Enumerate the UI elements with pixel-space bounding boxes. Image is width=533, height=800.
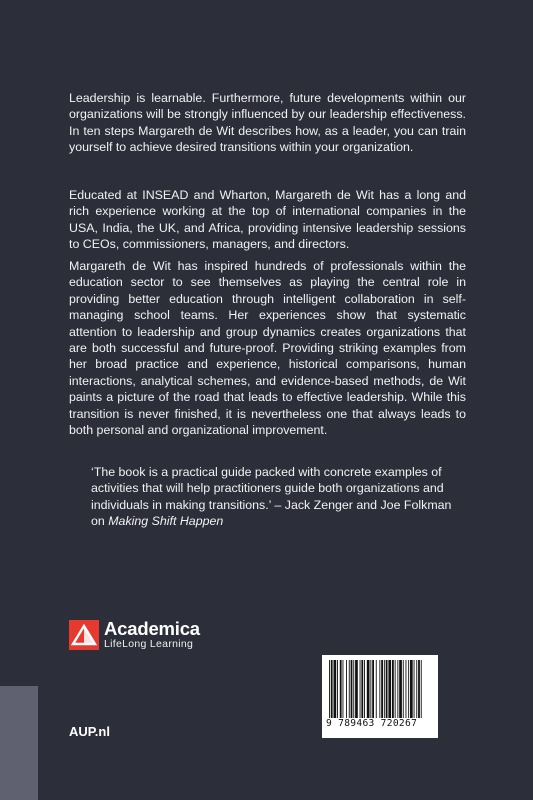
barcode-bar bbox=[353, 660, 354, 718]
barcode-bar bbox=[406, 660, 407, 718]
publisher-logo bbox=[69, 619, 200, 650]
barcode-bar bbox=[334, 660, 337, 718]
barcode-bar bbox=[351, 660, 353, 718]
publisher-website: AUP.nl bbox=[69, 724, 110, 739]
endorsement-quote bbox=[91, 464, 467, 530]
barcode-bar bbox=[360, 660, 361, 718]
barcode-bar bbox=[392, 660, 394, 718]
barcode-bar bbox=[421, 660, 422, 718]
barcode-bar bbox=[397, 660, 398, 718]
barcode-bar bbox=[346, 660, 347, 718]
barcode-bar bbox=[376, 660, 377, 718]
academica-logo-icon bbox=[69, 620, 99, 650]
barcode-bar bbox=[355, 660, 358, 718]
barcode-bar bbox=[349, 660, 350, 718]
quote-text: ‘The book is a practical guide packed with concrete examples of activities that will help practitioners guide both organizations and individuals in making transitions.’ – Jack Zenger and Joe Folkman on bbox=[91, 465, 452, 529]
barcode-bar bbox=[384, 660, 385, 718]
publisher-name: Academica bbox=[104, 618, 200, 639]
barcode-bar bbox=[381, 660, 383, 718]
barcode-bar bbox=[399, 660, 402, 718]
barcode-bar bbox=[343, 660, 344, 718]
barcode-bar bbox=[410, 660, 413, 718]
barcode-bar bbox=[379, 660, 380, 718]
side-strip-decoration bbox=[0, 686, 38, 800]
barcode-bar bbox=[329, 660, 330, 718]
barcode-bar bbox=[388, 660, 391, 718]
barcode-bar bbox=[337, 660, 338, 718]
isbn-barcode bbox=[322, 655, 438, 738]
author-bio-paragraph: Educated at INSEAD and Wharton, Margareth de Wit has a long and rich experience working at the top of international companies in the USA, India, the UK, and Africa, providing intensive leadership sessions to CEOs, commissioners, managers, and directors. bbox=[69, 188, 466, 252]
barcode-bar bbox=[340, 660, 342, 718]
barcode-bar bbox=[403, 660, 404, 718]
barcode-bar bbox=[418, 660, 420, 718]
barcode-bar bbox=[361, 660, 363, 718]
barcode-bar bbox=[386, 660, 388, 718]
barcode-bar bbox=[408, 660, 409, 718]
barcode-bar bbox=[372, 660, 374, 718]
barcode-bar bbox=[395, 660, 396, 718]
barcode-bar bbox=[370, 660, 371, 718]
isbn-number: 9 789463 720267 bbox=[326, 718, 418, 729]
barcode-bar bbox=[416, 660, 417, 718]
barcode-bars bbox=[327, 660, 433, 718]
barcode-bar bbox=[364, 660, 365, 718]
publisher-tagline: LifeLong Learning bbox=[104, 638, 194, 650]
quote-source-title: Making Shift Happen bbox=[108, 514, 224, 529]
barcode-bar bbox=[367, 660, 370, 718]
blurb-paragraph-1: Leadership is learnable. Furthermore, future developments within our organizations will be strongly influenced by our leadership effectiveness. In ten steps Margareth de Wit describes how, as a leader, you can train yourself to achieve desired transitions within your organization. bbox=[69, 91, 466, 155]
barcode-bar bbox=[414, 660, 415, 718]
barcode-bar bbox=[331, 660, 333, 718]
description-paragraph: Margareth de Wit has inspired hundreds of professionals within the education sector to see themselves as playing the central role in providing better education through intelligent collaboration in self-managing school teams. Her experiences show that systematic attention to leadership and group dynamics creates organizations that are both successful and future-proof. Providing striking examples from her broad practice and experience, historical comparisons, human interactions, analytical schemes, and evidence-based methods, de Wit paints a picture of the road that leads to effective leadership. While this transition is never finished, it is nevertheless one that always leads to both personal and organizational improvement. bbox=[69, 259, 466, 438]
